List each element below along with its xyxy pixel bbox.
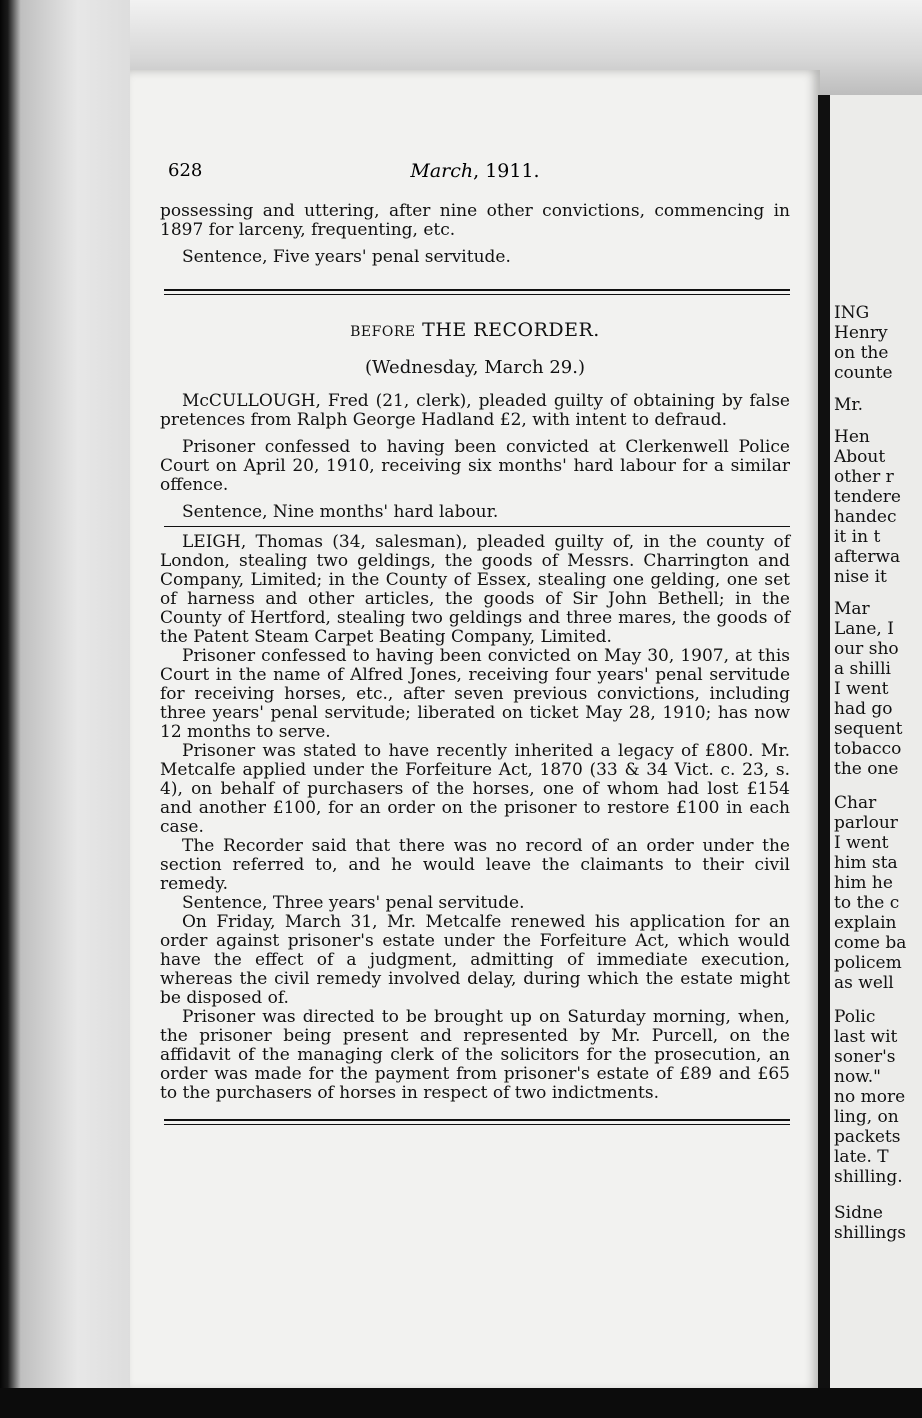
right-page-line: explain xyxy=(834,913,897,933)
page-number: 628 xyxy=(168,160,203,181)
section-rule xyxy=(164,289,790,295)
case-rule xyxy=(164,526,790,527)
right-page-line: him he xyxy=(834,873,893,893)
right-page-line: a shilli xyxy=(834,659,891,679)
right-page-line: ling, on xyxy=(834,1107,899,1127)
right-page-line: Henry xyxy=(834,323,888,343)
right-page-line: no more xyxy=(834,1087,906,1107)
right-page-line: now." xyxy=(834,1067,881,1087)
court-heading-name: THE RECORDER. xyxy=(422,319,600,341)
right-page-line: the one xyxy=(834,759,899,779)
court-heading-prefix: BEFORE xyxy=(350,324,416,340)
right-page-line: handec xyxy=(834,507,897,527)
right-page-line: Lane, I xyxy=(834,619,894,639)
right-page-line: as well xyxy=(834,973,894,993)
right-page-line: soner's xyxy=(834,1047,896,1067)
right-page-line: shillings xyxy=(834,1223,906,1243)
end-rule xyxy=(164,1119,790,1125)
right-page-line: Char xyxy=(834,793,877,813)
right-page-line: Mar xyxy=(834,599,870,619)
right-page-line: tendere xyxy=(834,487,901,507)
right-page-line: policem xyxy=(834,953,902,973)
case-leigh-legacy: Prisoner was stated to have recently inherited a legacy of £800. Mr. Metcalfe applied under the Forfeiture Act, 1870 (33 & 34 Vict. c. 23, s. 4), on behalf of purchasers of the horses, one of whom had lost £154 and another £100, for an order on the prisoner to restore £100 in each case. xyxy=(160,741,790,837)
left-page xyxy=(130,70,820,1392)
right-page-line: counte xyxy=(834,363,893,383)
court-heading xyxy=(160,319,790,341)
case-leigh-sentence: Sentence, Three years' penal servitude. xyxy=(182,893,525,913)
right-page-line: had go xyxy=(834,699,893,719)
scan-left-margin xyxy=(0,0,130,1418)
case-leigh: LEIGH, Thomas (34, salesman), pleaded guilty of, in the county of London, stealing two geldings, the goods of Messrs. Charrington and Company, Limited; in the County of Essex, stealing one gelding, one set of harness and other articles, the goods of Sir John Bethell; in the County of Hertford, stealing two geldings and three mares, the goods of the Patent Steam Carpet Beating Company, Limited. xyxy=(160,532,790,647)
scan-bottom-edge xyxy=(0,1388,922,1418)
right-page-line: I went xyxy=(834,833,889,853)
right-page-fragment xyxy=(830,95,922,1395)
right-page-line: afterwa xyxy=(834,547,901,567)
case-leigh-recorder: The Recorder said that there was no record of an order under the section referred to, and he would leave the claimants to their civil remedy. xyxy=(160,836,790,894)
running-head-year: , 1911. xyxy=(473,160,540,182)
right-page-line: to the c xyxy=(834,893,900,913)
right-page-line: About xyxy=(834,447,886,467)
right-page-line: our sho xyxy=(834,639,899,659)
right-page-line: sequent xyxy=(834,719,903,739)
right-page-line: other r xyxy=(834,467,894,487)
case-leigh-application: On Friday, March 31, Mr. Metcalfe renewed his application for an order against prisoner's estate under the Forfeiture Act, which would have the effect of a judgment, admitting of immediate execution, whereas the civil remedy involved delay, during which the estate might be disposed of. xyxy=(160,912,790,1008)
right-page-line: Sidne xyxy=(834,1203,883,1223)
case-mccullough-previous: Prisoner confessed to having been convicted at Clerkenwell Police Court on April 20, 1910, receiving six months' hard labour for a similar offence. xyxy=(160,437,790,495)
right-page-line: Hen xyxy=(834,427,870,447)
running-head xyxy=(160,160,790,182)
right-page-line: him sta xyxy=(834,853,898,873)
right-page-line: ING xyxy=(834,303,870,323)
paragraph-continuation: possessing and uttering, after nine other convictions, commencing in 1897 for larceny, frequenting, etc. xyxy=(160,201,790,240)
right-page-line: nise it xyxy=(834,567,887,587)
page-body xyxy=(160,202,790,1149)
page-header xyxy=(160,160,790,190)
right-page-line: parlour xyxy=(834,813,898,833)
right-page-line: it in t xyxy=(834,527,881,547)
sitting-date: (Wednesday, March 29.) xyxy=(365,357,585,378)
case-mccullough: McCULLOUGH, Fred (21, clerk), pleaded guilty of obtaining by false pretences from Ralph George Hadland £2, with intent to defraud. xyxy=(160,391,790,430)
right-page-line: Mr. xyxy=(834,395,864,415)
sentence-line: Sentence, Five years' penal servitude. xyxy=(182,247,511,267)
right-page-line: I went xyxy=(834,679,889,699)
right-page-line: last wit xyxy=(834,1027,898,1047)
case-leigh-previous: Prisoner confessed to having been convicted on May 30, 1907, at this Court in the name of Alfred Jones, receiving four years' penal servitude for receiving horses, etc., after seven previous convictions, including three years' penal servitude; liberated on ticket May 28, 1910; has now 12 months to serve. xyxy=(160,646,790,742)
right-page-line: Polic xyxy=(834,1007,876,1027)
right-page-line: on the xyxy=(834,343,889,363)
right-page-line: tobacco xyxy=(834,739,902,759)
case-mccullough-sentence: Sentence, Nine months' hard labour. xyxy=(182,502,499,522)
right-page-line: come ba xyxy=(834,933,907,953)
right-page-line: late. T xyxy=(834,1147,889,1167)
right-page-line: shilling. xyxy=(834,1167,903,1187)
running-head-month: March xyxy=(410,160,474,182)
right-page-line: packets xyxy=(834,1127,901,1147)
case-leigh-order: Prisoner was directed to be brought up on Saturday morning, when, the prisoner being present and represented by Mr. Purcell, on the affidavit of the managing clerk of the solicitors for the prosecution, an order was made for the payment from prisoner's estate of £89 and £65 to the purchasers of horses in respect of two indictments. xyxy=(160,1007,790,1103)
book-gutter xyxy=(818,95,830,1395)
